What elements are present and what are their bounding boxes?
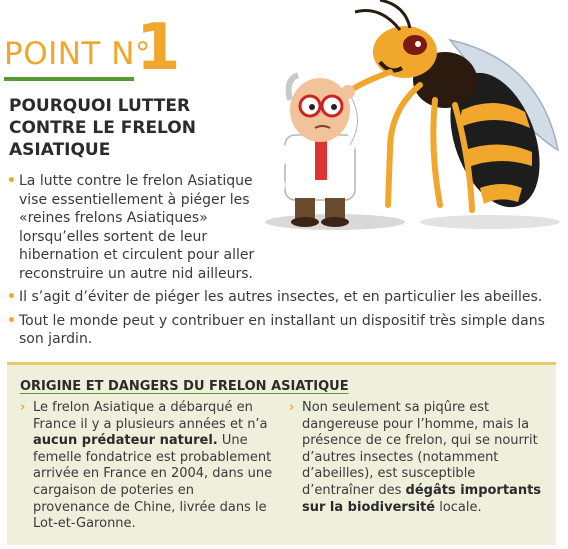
bullet-icon: • bbox=[7, 312, 16, 329]
point-title: POINT N° bbox=[4, 36, 151, 72]
intro-item: • Tout le monde peut y contribuer en installant un dispositif très simple dans son jardin. bbox=[7, 312, 545, 347]
intro-list bbox=[7, 172, 559, 354]
bullet-icon: • bbox=[7, 289, 16, 305]
origin-title: ORIGINE ET DANGERS DU FRELON ASIATIQUE bbox=[20, 379, 349, 394]
chevron-right-icon: › bbox=[289, 400, 295, 415]
bullet-icon: • bbox=[7, 173, 16, 189]
intro-item: • Il s’agit d’éviter de piéger les autres insectes, et en particulier les abeilles. bbox=[7, 289, 543, 305]
title-underline bbox=[4, 77, 134, 81]
intro-item: • La lutte contre le frelon Asiatique vise essentiellement à piéger les «reines frelons Asiatiques» lorsqu’elles sortent de leur hibernation et circulent pour aller reconstruire un autre nid ailleurs. bbox=[7, 173, 255, 282]
origin-column-left: › Le frelon Asiatique a débarqué en France il y a plusieurs années et n’a aucun prédateur naturel. Une femelle fondatrice est probablement arrivée en France en 2004, dans une cargaison de poteries en provenance de Chine, livrée dans le Lot-et-Garonne. bbox=[20, 400, 273, 532]
point-number: 1 bbox=[136, 11, 181, 85]
origin-column-right: › Non seulement sa piqûre est dangereuse pour l’homme, mais la présence de ce frelon, qui se nourrit d’autres insectes (notamment d’abeilles), est susceptible d’entraîner des dégâts importants sur la biodiversité locale. bbox=[289, 400, 542, 515]
origin-box bbox=[7, 362, 556, 545]
chevron-right-icon: › bbox=[20, 400, 26, 415]
section-heading: POURQUOI LUTTER CONTRE LE FRELON ASIATIQUE bbox=[9, 96, 196, 160]
